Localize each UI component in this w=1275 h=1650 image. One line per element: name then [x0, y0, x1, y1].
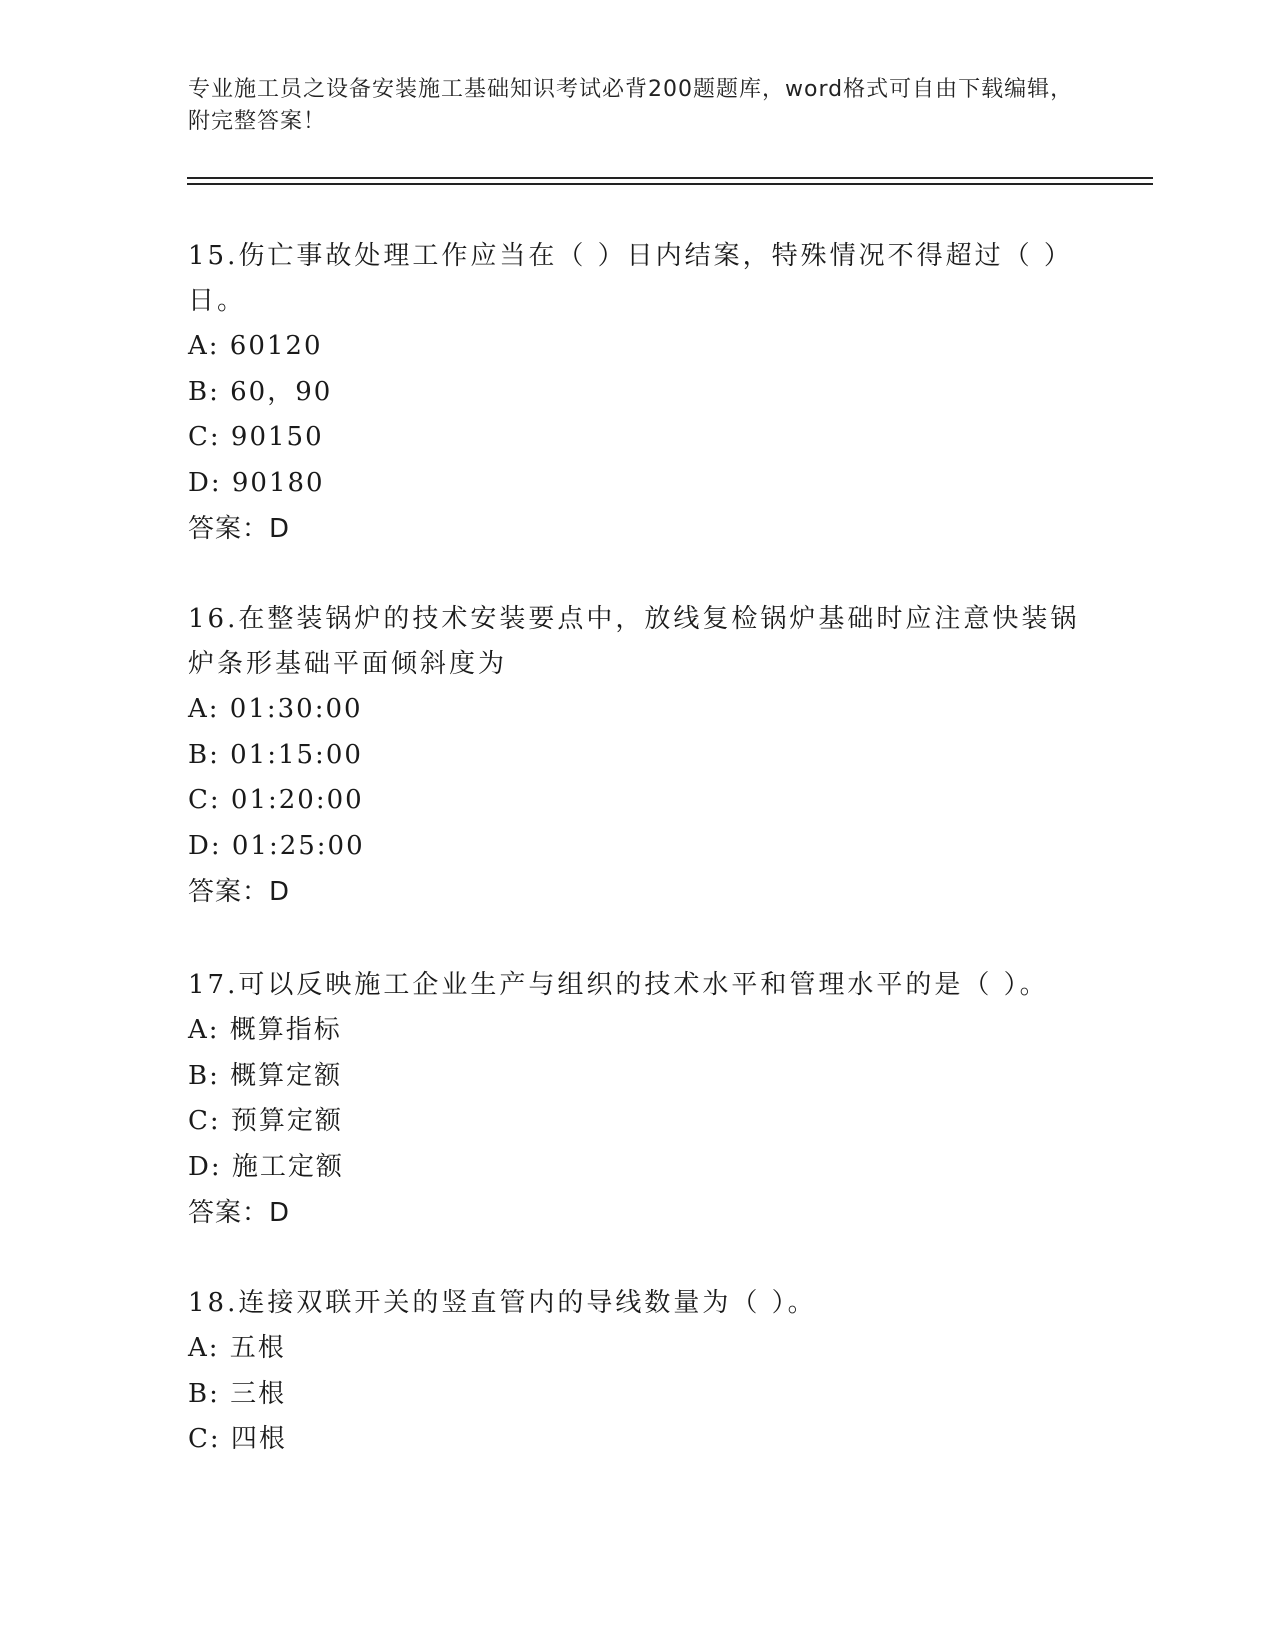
answer-label: 答案：D [188, 1198, 291, 1228]
option-d: D: 01:25:00 [188, 830, 365, 861]
document-header: 专业施工员之设备安装施工基础知识考试必背200题题库，word格式可自由下载编辑，附完整答案！ [188, 77, 1074, 134]
option-b: B: 01:15:00 [188, 739, 363, 770]
option-d: D: 90180 [188, 467, 325, 498]
option-a: A: 概算指标 [188, 1015, 342, 1045]
option-b: B: 概算定额 [188, 1060, 343, 1091]
answer-label: 答案：D [188, 877, 291, 907]
question-17 [188, 963, 1088, 1236]
question-text: 17.可以反映施工企业生产与组织的技术水平和管理水平的是（ ）。 [188, 970, 1049, 1000]
option-a: A: 01:30:00 [188, 694, 363, 724]
option-c: C: 四根 [188, 1424, 287, 1454]
option-b: B: 60，90 [188, 376, 333, 407]
option-c: C: 90150 [188, 422, 324, 452]
option-d: D: 施工定额 [188, 1151, 344, 1182]
header-divider-bottom [187, 183, 1153, 185]
option-c: C: 预算定额 [188, 1106, 343, 1136]
question-18 [188, 1281, 1088, 1463]
header-divider-top [187, 177, 1153, 179]
option-a: A: 五根 [188, 1333, 286, 1363]
option-c: C: 01:20:00 [188, 785, 364, 815]
question-16 [188, 597, 1088, 915]
question-text: 18.连接双联开关的竖直管内的导线数量为（ ）。 [188, 1288, 817, 1318]
question-15 [188, 234, 1088, 552]
question-text: 16.在整装锅炉的技术安装要点中，放线复检锅炉基础时应注意快装锅炉条形基础平面倾斜度为 [188, 604, 1080, 679]
option-b: B: 三根 [188, 1378, 287, 1409]
option-a: A: 60120 [188, 331, 323, 361]
answer-label: 答案：D [188, 514, 291, 544]
question-text: 15.伤亡事故处理工作应当在（ ）日内结案，特殊情况不得超过（ ）日。 [188, 241, 1073, 316]
